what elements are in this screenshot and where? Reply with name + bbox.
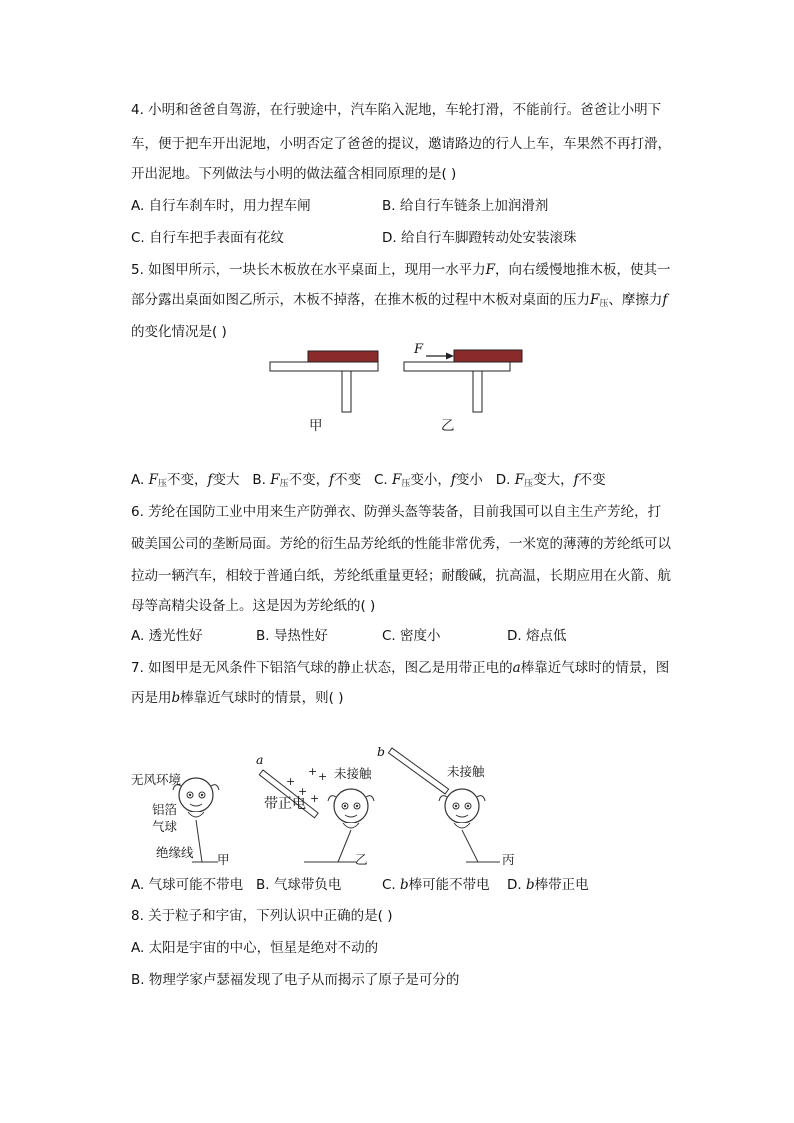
q6-line-1: 6. 芳纶在国防工业中用来生产防弹衣、防弹头盔等装备，目前我国可以自主生产芳纶，打 [131,504,662,520]
q5-pressure-subscript: 压 [599,299,609,309]
q4-option-c: C. 自行车把手表面有花纹 [131,230,285,246]
q7-label-balloon: 气球 [152,819,178,834]
svg-text:+: + [310,792,320,805]
q4-line-3: 开出泥地。下列做法与小明的做法蕴含相同原理的是( ) [131,166,457,182]
q6-line-4: 母等高精尖设备上。这是因为芳纶纸的( ) [131,598,376,614]
q5-line-2-mid: 、摩擦力 [608,292,663,308]
q6-option-c: C. 密度小 [382,628,441,644]
q7-label-no-touch-1: 未接触 [334,766,372,781]
q5-figure-force-label: F [414,342,424,357]
q7-label-rod-b: b [377,744,386,759]
q5-friction-symbol: f [662,292,668,308]
q5-line-1-post: ，向右缓慢地推木板，使其一 [495,262,671,278]
q6-option-a: A. 透光性好 [131,628,203,644]
q7-label-insulator: 绝缘线 [156,845,194,860]
q5-board-jia [308,351,378,362]
q6-option-b: B. 导热性好 [256,628,328,644]
q4-line-1: 4. 小明和爸爸自驾游，在行驶途中，汽车陷入泥地，车轮打滑，不能前行。爸爸让小明下 [131,102,662,118]
q8-option-b: B. 物理学家卢瑟福发现了电子从而揭示了原子是可分的 [131,972,460,988]
q5-table-leg-jia [342,371,351,412]
q6-line-2: 破美国公司的垄断局面。芳纶的衍生品芳纶纸的性能非常优秀，一米宽的薄薄的芳纶纸可以 [131,536,671,552]
q7-label-no-touch-2: 未接触 [447,764,485,779]
svg-text:+: + [286,775,296,788]
q7-rod-b-symbol: b [171,690,181,706]
q6-option-d: D. 熔点低 [507,628,567,644]
q5-force-symbol: F [485,262,496,278]
q7-label-bing: 丙 [502,852,515,867]
svg-text:+: + [318,770,328,783]
q7-thread-jia [196,820,202,862]
q5-line-2 [131,290,667,314]
q8-line-1: 8. 关于粒子和宇宙，下列认识中正确的是( ) [131,908,393,924]
q5-line-1-pre: 5. 如图甲所示，一块长木板放在水平桌面上，现用一水平力 [131,262,486,278]
q7-option-b: B. 气球带负电 [256,877,342,893]
q7-rod-b [388,748,448,794]
q7-line-1-post: 棒靠近气球时的情景，图 [520,660,670,676]
q8-option-a: A. 太阳是宇宙的中心，恒星是绝对不动的 [131,940,379,956]
q5-line-3: 的变化情况是( ) [131,324,227,340]
q5-figure-yi [404,350,522,412]
q7-option-d: D. b棒带正电 [507,877,589,893]
q5-pressure-symbol: F [590,292,600,308]
q5-table-top-jia [270,362,378,371]
q7-label-foil: 铝箔 [152,802,178,817]
q7-thread-yi [338,830,351,862]
q7-line-2-post: 棒靠近气球时的情景，则( ) [180,690,344,706]
q7-balloon-bing [439,789,500,862]
q5-option-a: A. $F_压$不变，f变大 [131,472,240,489]
q5-figure [260,340,540,440]
q5-force-arrowhead [446,353,454,360]
q5-option-d: D. $F_压$变大，f不变 [495,472,606,489]
q4-line-2: 车，便于把车开出泥地，小明否定了爸爸的提议，邀请路边的行人上车，车果然不再打滑， [131,136,671,152]
q6-line-3: 拉动一辆汽车，相较于普通白纸，芳纶纸重量更轻；耐酸碱，抗高温，长期应用在火箭、航 [131,568,671,584]
q5-option-c: C. $F_压$变小，f变小 [373,472,483,489]
q7-line-2-pre: 丙是用 [131,690,172,706]
q5-options [131,470,606,494]
q5-figure-label-yi: 乙 [441,418,455,434]
q5-figure-label-jia: 甲 [309,418,323,434]
q5-figure-jia [270,351,378,412]
q7-label-jia: 甲 [217,852,230,867]
q7-option-a: A. 气球可能不带电 [131,877,244,893]
q5-option-b: B. $F_压$不变，f不变 [252,472,362,489]
q7-rod-a-symbol: a [512,660,521,676]
q7-line-2 [131,688,343,708]
svg-text:+: + [308,765,318,778]
q5-board-yi [454,350,522,362]
q5-line-2-pre: 部分露出桌面如图乙所示，木板不掉落，在推木板的过程中木板对桌面的压力 [131,292,590,308]
q4-option-b: B. 给自行车链条上加润滑剂 [382,198,549,214]
q5-table-leg-yi [473,371,482,412]
q5-table-top-yi [404,362,510,371]
q7-line-1-pre: 7. 如图甲是无风条件下铝箔气球的静止状态，图乙是用带正电的 [131,660,513,676]
q7-thread-bing [462,830,478,862]
svg-text:+: + [298,785,308,798]
q7-label-charged: 带正电 [264,796,306,812]
q4-option-d: D. 给自行车脚蹬转动处安装滚珠 [382,230,577,246]
q7-label-yi: 乙 [355,852,368,867]
q7-line-1 [131,658,669,678]
q4-option-a: A. 自行车刹车时，用力捏车闸 [131,198,311,214]
q7-label-rod-a: a [256,752,264,767]
q5-line-1 [131,260,671,280]
q7-option-c: C. b棒可能不带电 [382,877,490,893]
q7-label-no-wind: 无风环境 [131,772,182,787]
